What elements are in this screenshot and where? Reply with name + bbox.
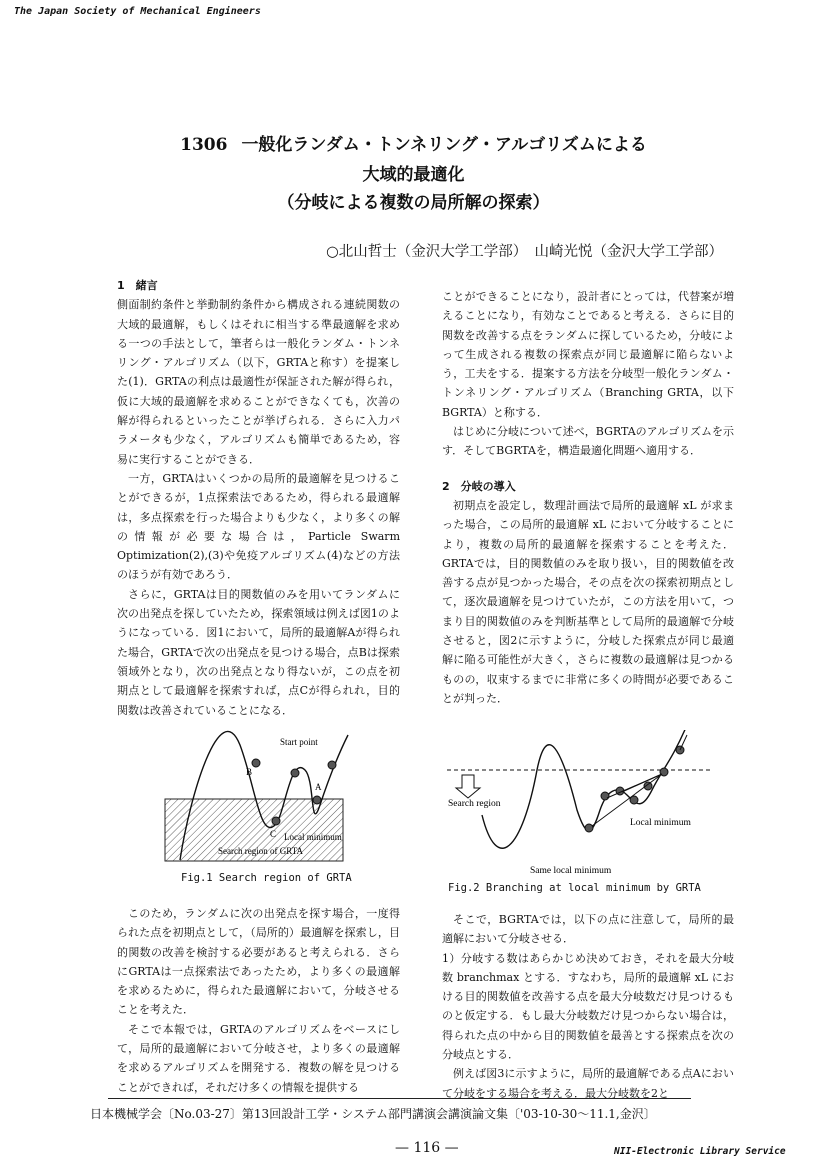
point-c: [272, 817, 280, 825]
authors: ○北山哲士（金沢大学工学部） 山崎光悦（金沢大学工学部）: [326, 244, 723, 260]
left-p4: このため，ランダムに次の出発点を探す場合，一度得られた点を初期点として，（局所的）最適解を探索し，目的関数の改善を検討する必要があると考えられる．さらにGRTAは一点探索法であったため，より多くの最適解を求めるために，得られた最適解において，分岐させることを考えた．: [117, 907, 400, 1017]
section1-heading: 1 緒言: [117, 279, 158, 292]
fig1-region-label: Search region of GRTA: [218, 846, 303, 856]
left-column-top: [117, 276, 400, 720]
paper-number: 1306: [180, 135, 228, 155]
right-p6: 例えば図3に示すように，局所的最適解である点Aにおいて分岐をする場合を考える．最大分岐数を2と: [442, 1067, 734, 1100]
down-arrow-icon: [456, 775, 480, 798]
point-a: [313, 796, 321, 804]
title-text-1: 一般化ランダム・トンネリング・アルゴリズムによる: [241, 135, 647, 155]
right-p2: はじめに分岐について述べ，BGRTAのアルゴリズムを示す．そしてBGRTAを，構造最適化問題へ適用する．: [442, 425, 734, 458]
page-number: — 116 —: [395, 1140, 459, 1156]
nii-label: NII-Electronic Library Service: [614, 1146, 786, 1157]
fig1-a: A: [315, 782, 322, 792]
fig2-search-label: Search region: [448, 799, 501, 809]
title-line3: （分岐による複数の局所解の探索）: [277, 193, 550, 213]
right-p3: 初期点を設定し，数理計画法で局所的最適解 xL が求まった場合，この局所的最適解 xL において分岐することにより，複数の局所的最適解を探索することを考えた．GRTAでは，目的関数値のみを取り扱い，目的関数値を改善する点が見つかった場合，その点を次の探索初期点として，逐次最適解を見つけていたが，この方法を用いて，つまり目的関数値のみを判断基準として局所的最適解で分岐させると，図2に示すように，分岐した探索点が同じ最適解に陥る可能性が大きく，さらに複数の最適解は見つかるものの，収束するまでに非常に多くの時間が必要であることが判った．: [442, 498, 734, 705]
title-line2: 大域的最適化: [362, 165, 465, 185]
point-b: [252, 759, 260, 767]
section2-heading: 2 分岐の導入: [442, 479, 516, 493]
society-header: The Japan Society of Mechanical Engineers: [14, 6, 261, 17]
branch-pt1: [585, 824, 593, 832]
fig1-local-label: Local minimum: [284, 832, 342, 842]
point-mid: [291, 769, 299, 777]
title-line1: [0, 130, 827, 155]
right-column-top: [442, 287, 734, 708]
right-column-bottom: [442, 910, 734, 1103]
fig2-local-label: Local minimum: [630, 818, 691, 828]
objective-curve-2: [482, 730, 687, 848]
fig1-c: C: [270, 829, 277, 839]
left-column-bottom: [117, 904, 400, 1097]
right-p4: そこで，BGRTAでは，以下の点に注意して，局所的最適解において分岐させる．: [442, 913, 734, 946]
right-p5: 1）分岐する数はあらかじめ決めておき，それを最大分岐数 branchmax とする．すなわち，局所的最適解 xL における目的関数値を改善する点を最大分岐数だけ見つけるものと仮定する．もし最大分岐数だけ見つからない場合は，得られた点の中から目的関数値を最善とする探索点を次の分岐点とする．: [442, 951, 734, 1062]
left-p1: 側面制約条件と挙動制約条件から構成される連続関数の大域的最適解，もしくはそれに相当する準最適解を求める一つの手法として，筆者らは一般化ランダム・トンネリング・アルゴリズム（以下，GRTAと称す）を提案した(1)．GRTAの利点は最適性が保証された解が得られ，仮に大域的最適解を求めることができなくても，次善の解が得られるといったことが挙げられる．さらに入力パラメータも少なく，アルゴリズムも簡単であるため，容易に実行することができる．: [117, 298, 400, 466]
left-p2: 一方，GRTAはいくつかの局所的最適解を見つけることができるが，1点探索法であるため，得られる最適解は，多点探索を行った場合よりも少なく，より多くの解の情報が必要な場合は，Particle Swarm Optimization(2),(3)や免疫アルゴリズム(4)などの方法のほうが有効であろう．: [117, 471, 400, 582]
fig1-start-label: Start point: [280, 737, 318, 747]
left-p3: さらに，GRTAは目的関数値のみを用いてランダムに次の出発点を探していたため，探索領域は例えば図1のようになっている．図1において，局所的最適解Aが得られた場合，GRTAで次の出発点を見つける場合，点Bは探索領域外となり，次の出発点となり得ないが，この点を初期点として最適解を探索すれば，点Cが得られれ，目的関数は改善されていることになる．: [117, 587, 400, 717]
left-p5: そこで本報では，GRTAのアルゴリズムをベースにして，局所的最適解において分岐させ，より多くの最適解を求めるアルゴリズムを開発する．複数の解を見つけることができれば，それだけ多くの情報を提供する: [117, 1022, 400, 1094]
point-start: [328, 761, 336, 769]
branch-pt2: [601, 792, 609, 800]
right-p1: ことができることになり，設計者にとっては，代替案が増えることになり，有効なことであると考える．さらに目的関数を改善する点をランダムに探しているため，分岐によって生成される複数の探索点が同じ最適解に陥らないよう，工夫をする．提案する方法を分岐型一般化ランダム・トンネリング・アルゴリズム（Branching GRTA，以下BGRTA）と称する．: [442, 290, 734, 419]
footer-rule: [108, 1098, 691, 1099]
fig1-caption: Fig.1 Search region of GRTA: [181, 872, 352, 884]
fig2-caption: Fig.2 Branching at local minimum by GRTA: [448, 882, 701, 894]
fig2-same-label: Same local minimum: [530, 866, 612, 876]
figure2: [442, 730, 717, 880]
fig1-b: B: [246, 767, 253, 777]
footer-text: 日本機械学会〔No.03-27〕第13回設計工学・システム部門講演会講演論文集〔'03-10-30〜11.1,金沢〕: [90, 1107, 656, 1121]
figure1: [160, 725, 360, 865]
